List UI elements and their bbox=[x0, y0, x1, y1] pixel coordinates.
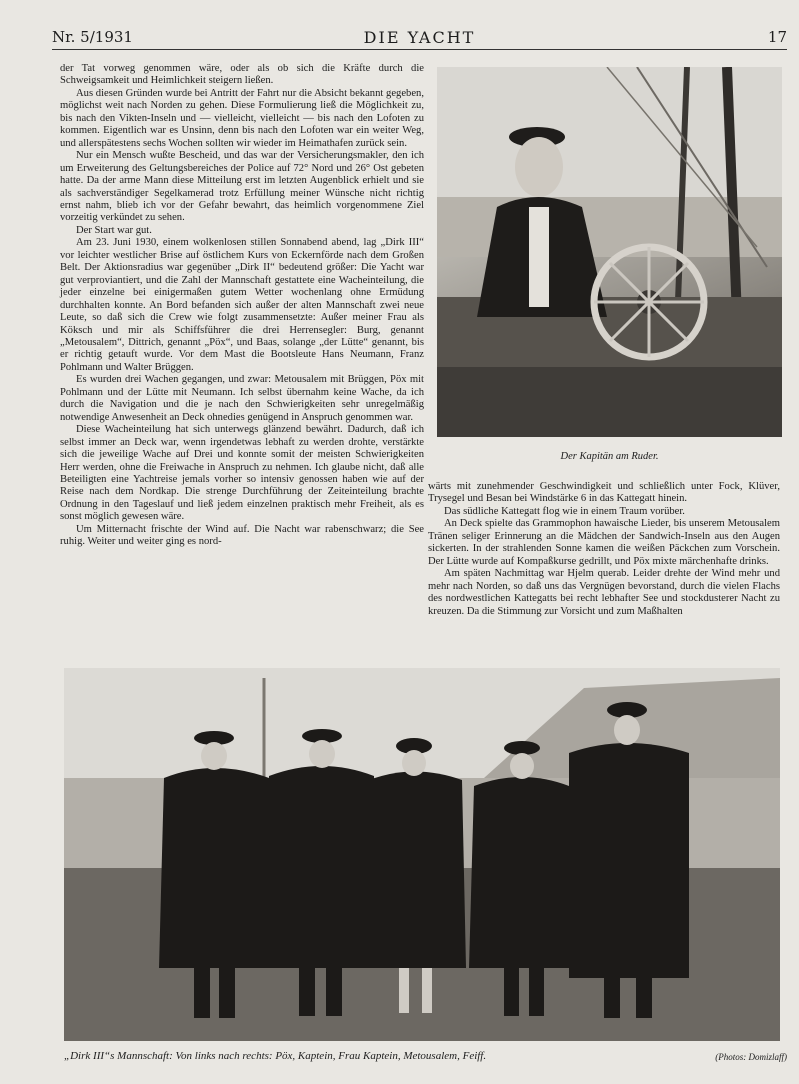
left-column-paragraph: Am 23. Juni 1930, einem wolkenlosen stillen Sonnabend abend, lag „Dirk III“ vor leichter westlicher Brise auf östlichem Kurs von Eckernförde nach dem Großen Belt. Der Aktionsradius war gegenüber „Dirk II“ bedeutend größer: Die Yacht war gut verproviantiert, und die Zahl der Mannschaft gestattete eine Wacheinteilung, die jeder einzelne bei einigermaßen gutem Wetter wochenlang ohne Ermüdung durchhalten konnte. An Bord befanden sich außer der alten Mannschaft zwei neue Leute, so daß sich die Crew wie folgt zusammensetzte: Außer meiner Frau als Köksch und mir als Schiffsführer die drei Herrensegler: Burg, genannt „Metousalem“, Dittrich, genannt „Pöx“, und Baas, solange „der Lütte“ genannt, bis er richtig getauft wurde. Vor dem Mast die Bootsleute Hans Neumann, Franz Pohlmann und Walter Brüggen. bbox=[60, 237, 424, 373]
right-text-column bbox=[428, 481, 780, 618]
right-column-paragraph: Das südliche Kattegatt flog wie in einem Traum vorüber. bbox=[444, 505, 685, 517]
left-column-paragraph: Der Start war gut. bbox=[76, 224, 152, 236]
left-column-paragraph: Nur ein Mensch wußte Bescheid, und das war der Versicherungsmakler, den ich um Erweiterung des Geltungsbereiches der Police auf 72° Nord und 26° Ost gebeten hatte. Da der arme Mann diese Mitteilung erst im letzten Augenblick erhielt und sie als sachverständiger Segelkamerad trotz Erfüllung meiner Wünsche nicht richtig ernst nahm, blieb ich vor der Gefahr bewahrt, das heimlich vorgenommene Ziel vorzeitig verkündet zu sehen. bbox=[60, 150, 424, 224]
left-text-column bbox=[60, 63, 424, 549]
right-column-paragraph: An Deck spielte das Grammophon hawaische Lieder, bis unserem Metousalem Tränen seliger Erinnerung an die Mädchen der Sandwich-Inseln aus den Augen sickerten. In der strahlenden Sonne kamen die weißen Päckchen zum Vorschein. Der Lütte wurde auf Kompaßkurse gedrillt, und Pöx mixte märchenhafte drinks. bbox=[428, 518, 780, 567]
photo-credit: (Photos: Domizlaff) bbox=[715, 1052, 787, 1062]
captain-photo-illustration bbox=[437, 67, 782, 437]
crew-photo-illustration bbox=[64, 668, 780, 1041]
right-column-paragraph: wärts mit zunehmender Geschwindigkeit und schließlich unter Fock, Klüver, Trysegel und Besan bei Windstärke 6 in das Kattegatt hinein. bbox=[428, 481, 780, 505]
left-column-paragraph: Um Mitternacht frischte der Wind auf. Die Nacht war rabenschwarz; die See ruhig. Weiter und weiter ging es nord- bbox=[60, 523, 424, 548]
left-column-paragraph: Aus diesen Gründen wurde bei Antritt der Fahrt nur die Absicht bekannt gegeben, möglichst weit nach Norden zu gehen. Diese Formulierung ließ die Möglichkeit zu, bis nach den Vikten-Inseln und — vielleicht, vielleicht — bis nach den Lofoten zu kommen. Eigentlich war es Unsinn, denn bis nach den Lofoten war ein weiter Weg, und allerspätestens sechs Wochen sollten wir wieder im Heimathafen zurück sein. bbox=[60, 87, 424, 149]
page-number: 17 bbox=[767, 28, 787, 46]
captain-photo-caption: Der Kapitän am Ruder. bbox=[560, 451, 659, 462]
crew-photo bbox=[64, 668, 780, 1041]
crew-photo-caption: „Dirk III“s Mannschaft: Von links nach rechts: Pöx, Kaptein, Frau Kaptein, Metousalem, Feiff. bbox=[64, 1050, 487, 1062]
left-column-paragraph: Es wurden drei Wachen gegangen, und zwar: Metousalem mit Brüggen, Pöx mit Pohlmann und der Lütte mit Neumann. Ich selbst übernahm keine Wache, da ich durch die Navigation und die je nach den Schwierigkeiten sehr unregelmäßig notwendige Anwesenheit an Deck ohnedies genügend in Anspruch genommen war. bbox=[60, 374, 424, 423]
magazine-title: DIE YACHT bbox=[363, 28, 476, 47]
left-column-paragraph: Diese Wacheinteilung hat sich unterwegs glänzend bewährt. Dadurch, daß ich selbst immer an Deck war, wenn irgendetwas lebhaft zu werden drohte, verstärkte sich die jeweilige Wache auf Drei und konnte somit der meisten Schwierigkeiten Herr werden, ohne die Freiwache in Anspruch zu nehmen. Ich glaube nicht, daß alle Beteiligten eine Yachtreise jemals vorher so intensiv genossen haben wie auf der Reise nach dem Nordkap. Die strenge Durchführung der Zeiteinteilung brachte Ordnung in den Tageslauf und ließ jedem einzelnen praktisch mehr Freiheit, als es sonst möglich gewesen wäre. bbox=[60, 424, 424, 523]
right-column-paragraph: Am späten Nachmittag war Hjelm querab. Leider drehte der Wind mehr und mehr nach Norden, so daß uns das Vergnügen bevorstand, durch die vielen Flachs des nordwestlichen Kattegatts bei recht lebhafter See und stockdusterer Nacht zu kreuzen. Da die Stimmung zur Vorsicht und zum Maßhalten bbox=[428, 568, 780, 617]
page-header bbox=[52, 28, 787, 50]
captain-photo bbox=[437, 67, 782, 437]
header-rule bbox=[52, 49, 787, 50]
left-column-paragraph: der Tat vorweg genommen wäre, oder als ob sich die Kräfte durch die Schweigsamkeit und Heimlichkeit steigern ließen. bbox=[60, 63, 424, 87]
issue-number: Nr. 5/1931 bbox=[52, 28, 133, 46]
